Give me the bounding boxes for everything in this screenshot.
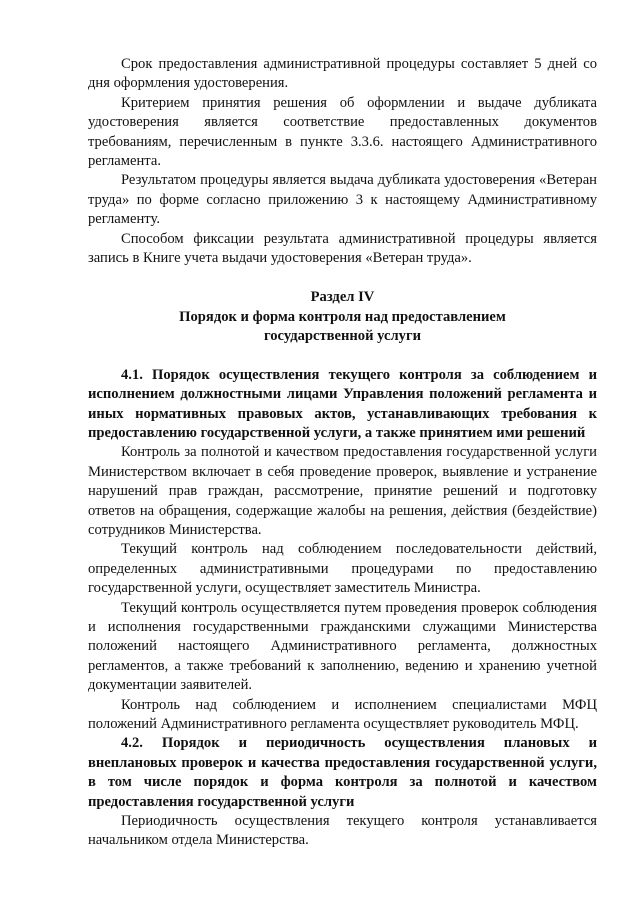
paragraph-result-recording: Способом фиксации результата административной процедуры является запись в Книге учета выдачи удостоверения «Ветеран труда».	[88, 230, 597, 267]
paragraph-mfc-control: Контроль над соблюдением и исполнением специалистами МФЦ положений Административного регламента осуществляет руководитель МФЦ.	[88, 696, 597, 732]
paragraph-current-control-checks: Текущий контроль осуществляется путем проведения проверок соблюдения и исполнения государственными гражданскими служащими Министерства положений настоящего Административного регламента, должностных регламентов, а также требований к заполнению, ведению и хранению учетной документации заявителей.	[88, 599, 597, 694]
section-title: Раздел IV	[310, 289, 375, 306]
section-subtitle-line-2: государственной услуги	[263, 328, 422, 345]
paragraph-control-periodicity: Периодичность осуществления текущего контроля устанавливается начальником отдела Министерства.	[88, 813, 597, 849]
paragraph-processing-term: Срок предоставления административной процедуры составляет 5 дней со дня оформления удостоверения.	[88, 56, 597, 92]
paragraph-current-control-deputy: Текущий контроль над соблюдением последовательности действий, определенных административными процедурами по предоставлению государственной услуги, осуществляет заместитель Министра.	[88, 541, 597, 597]
paragraph-decision-criterion: Критерием принятия решения об оформлении и выдаче дубликата удостоверения является соответствие предоставленных документов требованиям, перечисленным в пункте 3.3.6. настоящего Административного регламента.	[88, 94, 597, 170]
section-subtitle-line-1: Порядок и форма контроля над предоставлением	[179, 308, 506, 325]
paragraph-quality-control: Контроль за полнотой и качеством предоставления государственной услуги Министерством включает в себя проведение проверок, выявление и устранение нарушений прав граждан, рассмотрение, принятие решений и подготовку ответов на обращения, содержащие жалобы на решения, действия (бездействие) сотрудников Министерства.	[88, 444, 597, 538]
document-page	[88, 55, 597, 851]
spacer	[88, 347, 597, 366]
subsection-heading-4-2: 4.2. Порядок и периодичность осуществления плановых и внеплановых проверок и качества предоставления государственной услуги, в том числе порядок и форма контроля за полнотой и качеством предоставления государственной услуги	[88, 735, 597, 810]
paragraph-procedure-result: Результатом процедуры является выдача дубликата удостоверения «Ветеран труда» по форме согласно приложению 3 к настоящему Административному регламенту.	[88, 172, 597, 228]
spacer	[88, 268, 597, 288]
subsection-heading-4-1: 4.1. Порядок осуществления текущего контроля за соблюдением и исполнением должностными лицами Управления положений регламента и иных нормативных правовых актов, устанавливающих требования к предоставлению государственной услуги, а также принятием ими решений	[88, 366, 597, 441]
